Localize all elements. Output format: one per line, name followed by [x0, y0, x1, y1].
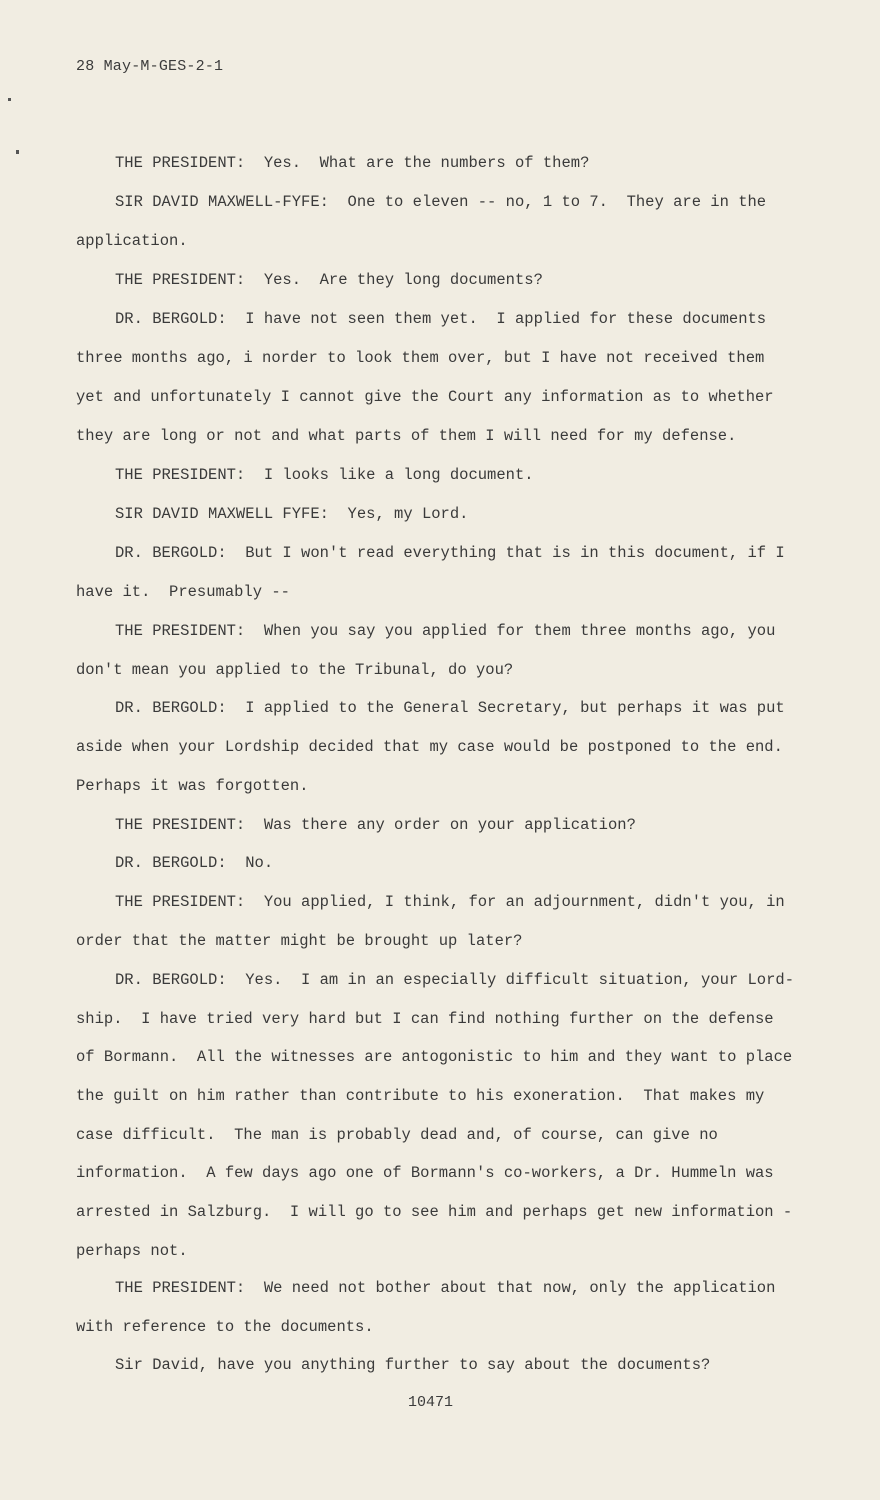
transcript-line: SIR DAVID MAXWELL-FYFE: One to eleven -- no, 1 to 7. They are in the — [115, 193, 767, 211]
transcript-line: Perhaps it was forgotten. — [76, 777, 309, 795]
transcript-line: THE PRESIDENT: Yes. Are they long documents? — [115, 271, 543, 289]
transcript-line: perhaps not. — [76, 1242, 188, 1260]
transcript-line: DR. BERGOLD: I have not seen them yet. I applied for these documents — [115, 310, 767, 328]
transcript-line: have it. Presumably -- — [76, 583, 290, 601]
transcript-line: THE PRESIDENT: Was there any order on your application? — [115, 816, 636, 834]
transcript-line: Sir David, have you anything further to say about the documents? — [115, 1356, 711, 1374]
transcript-line: THE PRESIDENT: Yes. What are the numbers of them? — [115, 154, 590, 172]
transcript-line: THE PRESIDENT: When you say you applied for them three months ago, you — [115, 622, 776, 640]
transcript-line: DR. BERGOLD: But I won't read everything that is in this document, if I — [115, 544, 785, 562]
transcript-line: THE PRESIDENT: We need not bother about that now, only the application — [115, 1279, 776, 1297]
transcript-line: case difficult. The man is probably dead and, of course, can give no — [76, 1126, 718, 1144]
page-number: 10471 — [408, 1394, 454, 1411]
transcript-line: THE PRESIDENT: You applied, I think, for an adjournment, didn't you, in — [115, 893, 785, 911]
margin-mark — [8, 98, 11, 101]
transcript-line: they are long or not and what parts of them I will need for my defense. — [76, 427, 737, 445]
transcript-line: THE PRESIDENT: I looks like a long document. — [115, 466, 534, 484]
transcript-line: yet and unfortunately I cannot give the Court any information as to whether — [76, 388, 774, 406]
transcript-line: of Bormann. All the witnesses are antogonistic to him and they want to place — [76, 1048, 793, 1066]
transcript-line: SIR DAVID MAXWELL FYFE: Yes, my Lord. — [115, 505, 469, 523]
transcript-line: application. — [76, 232, 188, 250]
transcript-line: the guilt on him rather than contribute to his exoneration. That makes my — [76, 1087, 765, 1105]
transcript-line: DR. BERGOLD: No. — [115, 854, 274, 872]
transcript-line: three months ago, i norder to look them over, but I have not received them — [76, 349, 765, 367]
transcript-line: with reference to the documents. — [76, 1318, 374, 1336]
transcript-line: don't mean you applied to the Tribunal, do you? — [76, 661, 514, 679]
transcript-line: order that the matter might be brought up later? — [76, 932, 523, 950]
transcript-line: information. A few days ago one of Bormann's co-workers, a Dr. Hummeln was — [76, 1164, 774, 1182]
transcript-line: arrested in Salzburg. I will go to see him and perhaps get new information - — [76, 1203, 793, 1221]
transcript-line: ship. I have tried very hard but I can find nothing further on the defense — [76, 1010, 774, 1028]
transcript-line: DR. BERGOLD: I applied to the General Secretary, but perhaps it was put — [115, 699, 785, 717]
margin-mark — [16, 150, 19, 154]
transcript-line: DR. BERGOLD: Yes. I am in an especially difficult situation, your Lord- — [115, 971, 795, 989]
transcript-line: aside when your Lordship decided that my case would be postponed to the end. — [76, 738, 783, 756]
page-header: 28 May-M-GES-2-1 — [76, 58, 224, 75]
